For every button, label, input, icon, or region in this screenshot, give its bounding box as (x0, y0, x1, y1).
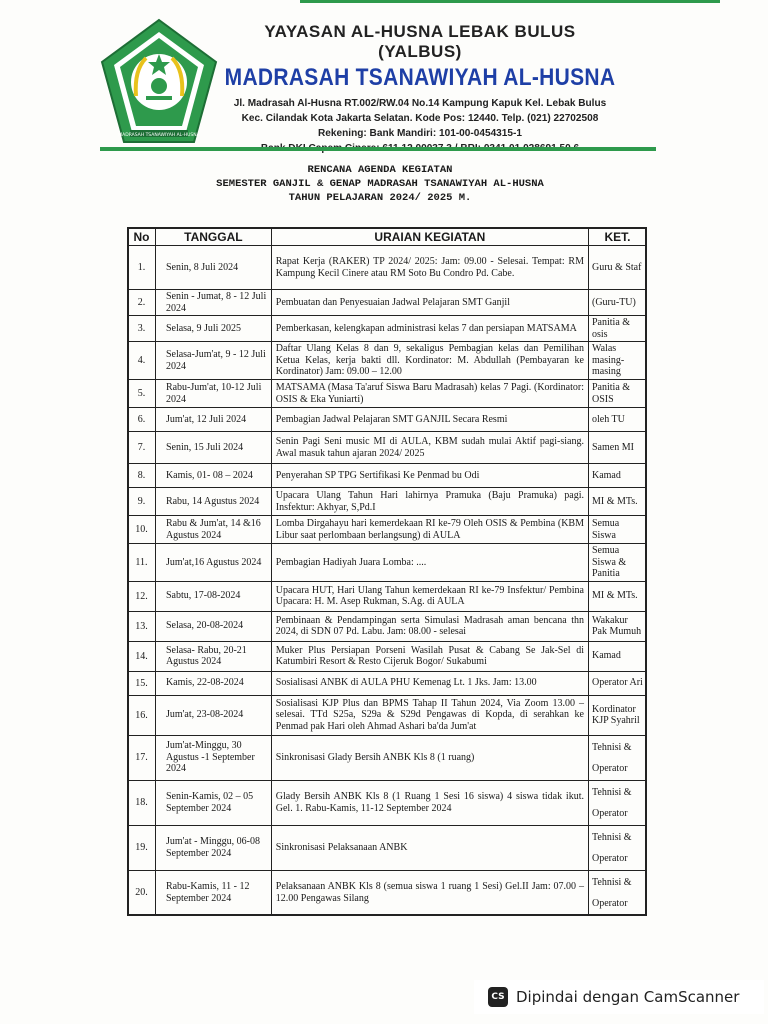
row-ket: Operator Ari (588, 671, 646, 695)
table-row (128, 735, 647, 780)
table-row (128, 671, 647, 695)
row-date: Sabtu, 17-08-2024 (155, 581, 271, 611)
row-ket: Tehnisi & Operator (588, 825, 646, 870)
table-row (128, 825, 647, 870)
row-no: 17. (128, 735, 156, 780)
row-date: Jum'at, 23-08-2024 (155, 695, 271, 735)
row-date: Kamis, 22-08-2024 (155, 671, 271, 695)
row-date: Senin, 15 Juli 2024 (155, 432, 271, 464)
row-date: Rabu-Kamis, 11 - 12 September 2024 (155, 870, 271, 915)
row-description: MATSAMA (Masa Ta'aruf Siswa Baru Madrasah) kelas 7 Pagi. (Kordinator: OSIS & Eka Yuniarti) (271, 380, 588, 408)
row-description: Pembinaan & Pendampingan serta Simulasi Madrasah aman bencana thn 2024, di SDN 07 Pd. Labu. Jam: 08.00 - selesai (271, 611, 588, 641)
row-no: 11. (128, 544, 156, 582)
camscanner-icon: CS (488, 987, 508, 1007)
row-no: 5. (128, 380, 156, 408)
madrasah-logo-icon (100, 18, 218, 146)
row-no: 13. (128, 611, 156, 641)
svg-text:MADRASAH TSANAWIYAH AL-HUSNA: MADRASAH TSANAWIYAH AL-HUSNA (118, 133, 200, 138)
title-line-2: SEMESTER GANJIL & GENAP MADRASAH TSANAWIYAH AL-HUSNA (216, 178, 544, 190)
row-ket: Samen MI (588, 432, 646, 464)
row-no: 19. (128, 825, 156, 870)
address-line-1: Jl. Madrasah Al-Husna RT.002/RW.04 No.14 Kampung Kapuk Kel. Lebak Bulus (233, 97, 607, 109)
agenda-table (127, 227, 647, 916)
table-row (128, 380, 647, 408)
account-line-1: Rekening: Bank Mandiri: 101-00-0454315-1 (318, 127, 522, 139)
row-date: Selasa, 20-08-2024 (155, 611, 271, 641)
row-description: Pemberkasan, kelengkapan administrasi kelas 7 dan persiapan MATSAMA (271, 316, 588, 342)
row-description: Pembuatan dan Penyesuaian Jadwal Pelajaran SMT Ganjil (271, 290, 588, 316)
address-line-2: Kec. Cilandak Kota Jakarta Selatan. Kode Pos: 12440. Telp. (021) 22702508 (241, 112, 599, 124)
header-no: No (128, 228, 156, 246)
row-ket: Tehnisi & Operator (588, 870, 646, 915)
header-date: TANGGAL (155, 228, 271, 246)
row-ket: Tehnisi & Operator (588, 735, 646, 780)
table-row (128, 516, 647, 544)
row-no: 20. (128, 870, 156, 915)
row-description: Senin Pagi Seni music MI di AULA, KBM sudah mulai Aktif pagi-siang. Awal masuk tahun ajaran 2024/ 2025 (271, 432, 588, 464)
row-no: 2. (128, 290, 156, 316)
row-date: Senin - Jumat, 8 - 12 Juli 2024 (155, 290, 271, 316)
row-no: 12. (128, 581, 156, 611)
row-ket: MI & MTs. (588, 581, 646, 611)
row-ket: Panitia & OSIS (588, 380, 646, 408)
row-description: Pelaksanaan ANBK Kls 8 (semua siswa 1 ruang 1 Sesi) Gel.II Jam: 07.00 – 12.00 Pengawas Silang (271, 870, 588, 915)
row-description: Sosialisasi ANBK di AULA PHU Kemenag Lt. 1 Jks. Jam: 13.00 (271, 671, 588, 695)
row-ket: (Guru-TU) (588, 290, 646, 316)
table-row (128, 695, 647, 735)
row-description: Upacara HUT, Hari Ulang Tahun kemerdekaan RI ke-79 Insfektur/ Pembina Upacara: H. M. Asep Rukman, S.Ag. di AULA (271, 581, 588, 611)
document-title (130, 163, 630, 205)
table-row (128, 464, 647, 488)
row-no: 18. (128, 780, 156, 825)
foundation-name: YAYASAN AL-HUSNA LEBAK BULUS (YALBUS) (264, 22, 576, 61)
row-date: Jum'at - Minggu, 06-08 September 2024 (155, 825, 271, 870)
top-green-rule (300, 0, 720, 3)
row-description: Pembagian Jadwal Pelajaran SMT GANJIL Secara Resmi (271, 408, 588, 432)
row-date: Rabu-Jum'at, 10-12 Juli 2024 (155, 380, 271, 408)
table-row (128, 246, 647, 290)
row-description: Sinkronisasi Pelaksanaan ANBK (271, 825, 588, 870)
row-date: Selasa, 9 Juli 2025 (155, 316, 271, 342)
letterhead (100, 12, 660, 152)
row-no: 10. (128, 516, 156, 544)
table-row (128, 408, 647, 432)
letterhead-rule (100, 147, 656, 151)
table-row (128, 544, 647, 582)
table-row (128, 488, 647, 516)
row-ket: Kamad (588, 641, 646, 671)
row-ket: oleh TU (588, 408, 646, 432)
table-row (128, 780, 647, 825)
row-description: Rapat Kerja (RAKER) TP 2024/ 2025: Jam: 09.00 - Selesai. Tempat: RM Kampung Kecil Cinere atau RM Soto Bu Condro Pd. Cabe. (271, 246, 588, 290)
header-ket: KET. (588, 228, 646, 246)
camscanner-watermark (474, 980, 764, 1014)
row-no: 14. (128, 641, 156, 671)
table-row (128, 641, 647, 671)
row-no: 15. (128, 671, 156, 695)
row-date: Rabu, 14 Agustus 2024 (155, 488, 271, 516)
row-date: Jum'at,16 Agustus 2024 (155, 544, 271, 582)
camscanner-text: Dipindai dengan CamScanner (516, 988, 740, 1006)
table-row (128, 290, 647, 316)
school-name: MADRASAH TSANAWIYAH AL-HUSNA (224, 64, 616, 91)
row-description: Muker Plus Persiapan Porseni Wasilah Pusat & Cabang Se Jak-Sel di Katumbiri Resort & Resto Cijeruk Bogor/ Sukabumi (271, 641, 588, 671)
row-ket: Kordinator KJP Syahril (588, 695, 646, 735)
row-description: Glady Bersih ANBK Kls 8 (1 Ruang 1 Sesi 16 siswa) 4 siswa tidak ikut. Gel. 1. Rabu-Kamis, 11-12 September 2024 (271, 780, 588, 825)
row-description: Sosialisasi KJP Plus dan BPMS Tahap II Tahun 2024, Via Zoom 13.00 – selesai. TTd S25a, S29a & S29d Pengawas di Kopda, di serahkan ke Penmad pak Hari oleh Ahmad Ashari ba'da Jum'at (271, 695, 588, 735)
row-date: Jum'at, 12 Juli 2024 (155, 408, 271, 432)
row-ket: Guru & Staf (588, 246, 646, 290)
table-row (128, 870, 647, 915)
row-description: Sinkronisasi Glady Bersih ANBK Kls 8 (1 ruang) (271, 735, 588, 780)
table-header-row (128, 228, 647, 246)
row-description: Upacara Ulang Tahun Hari lahirnya Pramuka (Baju Pramuka) pagi. Insfektur: Akhyar, S,Pd.I (271, 488, 588, 516)
row-description: Penyerahan SP TPG Sertifikasi Ke Penmad bu Odi (271, 464, 588, 488)
row-ket: Panitia & osis (588, 316, 646, 342)
row-ket: Wakakur Pak Mumuh (588, 611, 646, 641)
row-date: Jum'at-Minggu, 30 Agustus -1 September 2024 (155, 735, 271, 780)
row-ket: Walas masing-masing (588, 342, 646, 380)
row-date: Rabu & Jum'at, 14 &16 Agustus 2024 (155, 516, 271, 544)
row-description: Lomba Dirgahayu hari kemerdekaan RI ke-79 Oleh OSIS & Pembina (KBM Libur saat perlombaan berlangsung) di AULA (271, 516, 588, 544)
row-date: Senin-Kamis, 02 – 05 September 2024 (155, 780, 271, 825)
title-line-1: RENCANA AGENDA KEGIATAN (307, 164, 453, 176)
table-row (128, 581, 647, 611)
table-row (128, 342, 647, 380)
row-ket: Kamad (588, 464, 646, 488)
title-line-3: TAHUN PELAJARAN 2024/ 2025 M. (288, 192, 472, 204)
row-ket: MI & MTs. (588, 488, 646, 516)
row-no: 3. (128, 316, 156, 342)
row-no: 16. (128, 695, 156, 735)
row-no: 4. (128, 342, 156, 380)
row-date: Kamis, 01- 08 – 2024 (155, 464, 271, 488)
header-desc: URAIAN KEGIATAN (271, 228, 588, 246)
row-ket: Semua Siswa (588, 516, 646, 544)
row-ket: Tehnisi & Operator (588, 780, 646, 825)
table-row (128, 316, 647, 342)
row-date: Selasa- Rabu, 20-21 Agustus 2024 (155, 641, 271, 671)
row-no: 9. (128, 488, 156, 516)
row-no: 6. (128, 408, 156, 432)
row-no: 1. (128, 246, 156, 290)
row-no: 8. (128, 464, 156, 488)
row-description: Pembagian Hadiyah Juara Lomba: .... (271, 544, 588, 582)
row-ket: Semua Siswa & Panitia (588, 544, 646, 582)
row-no: 7. (128, 432, 156, 464)
row-date: Senin, 8 Juli 2024 (155, 246, 271, 290)
table-row (128, 611, 647, 641)
row-description: Daftar Ulang Kelas 8 dan 9, sekaligus Pembagian kelas dan Pemilihan Ketua Kelas, kerja bakti dll. Kordinator: M. Abdullah (Pembayaran ke Kordinator) Jam: 09.00 – 12.00 (271, 342, 588, 380)
table-row (128, 432, 647, 464)
row-date: Selasa-Jum'at, 9 - 12 Juli 2024 (155, 342, 271, 380)
